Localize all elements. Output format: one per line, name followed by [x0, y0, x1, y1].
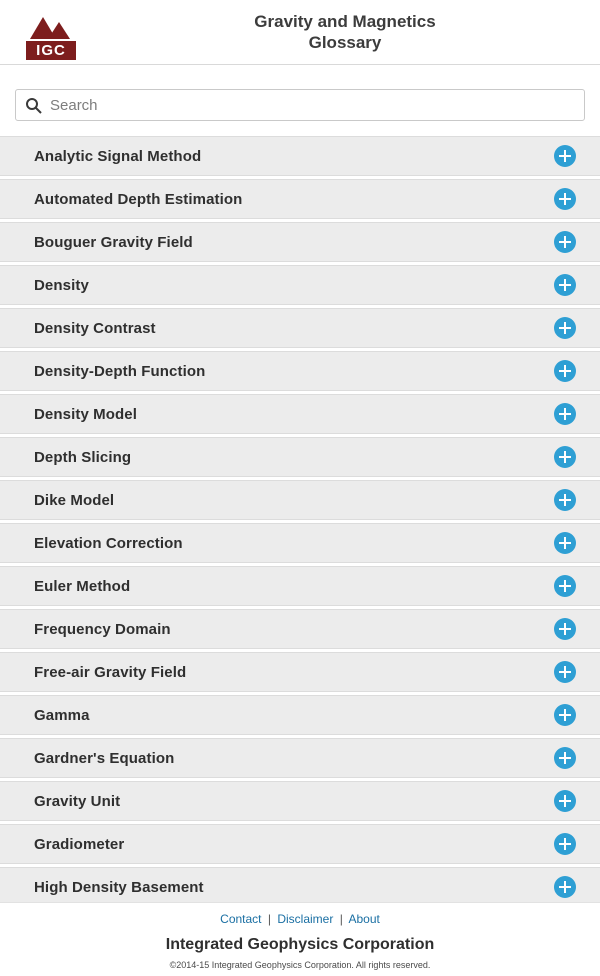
glossary-term-label: Density-Depth Function [34, 362, 206, 380]
glossary-term-label: Gravity Unit [34, 792, 121, 810]
glossary-term-label: Density Contrast [34, 319, 156, 337]
list-item[interactable] [0, 566, 600, 606]
glossary-term-label: Bouguer Gravity Field [34, 233, 193, 251]
site-header [0, 0, 600, 65]
glossary-term-label: High Density Basement [34, 878, 204, 896]
igc-logo[interactable] [26, 5, 76, 60]
footer-links [0, 912, 600, 926]
list-item[interactable] [0, 867, 600, 907]
plus-circle-icon[interactable] [554, 833, 576, 855]
search-box[interactable] [15, 89, 585, 121]
plus-circle-icon[interactable] [554, 317, 576, 339]
list-item[interactable] [0, 308, 600, 348]
plus-circle-icon[interactable] [554, 618, 576, 640]
glossary-list[interactable] [0, 136, 600, 902]
plus-circle-icon[interactable] [554, 403, 576, 425]
glossary-term-label: Density Model [34, 405, 137, 423]
plus-circle-icon[interactable] [554, 274, 576, 296]
list-item[interactable] [0, 437, 600, 477]
plus-circle-icon[interactable] [554, 231, 576, 253]
list-item[interactable] [0, 609, 600, 649]
page-title [100, 11, 590, 53]
footer-separator: | [339, 912, 343, 926]
glossary-term-label: Density [34, 276, 89, 294]
site-footer [0, 902, 600, 976]
footer-link-contact[interactable]: Contact [220, 912, 262, 926]
glossary-term-label: Automated Depth Estimation [34, 190, 243, 208]
glossary-term-label: Analytic Signal Method [34, 147, 202, 165]
search-icon [25, 97, 42, 114]
list-item[interactable] [0, 523, 600, 563]
plus-circle-icon[interactable] [554, 489, 576, 511]
list-item[interactable] [0, 652, 600, 692]
footer-link-disclaimer[interactable]: Disclaimer [277, 912, 334, 926]
list-item[interactable] [0, 695, 600, 735]
list-item[interactable] [0, 394, 600, 434]
plus-circle-icon[interactable] [554, 532, 576, 554]
list-item[interactable] [0, 222, 600, 262]
glossary-term-label: Elevation Correction [34, 534, 183, 552]
plus-circle-icon[interactable] [554, 360, 576, 382]
glossary-term-label: Depth Slicing [34, 448, 132, 466]
plus-circle-icon[interactable] [554, 790, 576, 812]
plus-circle-icon[interactable] [554, 188, 576, 210]
search-input[interactable] [48, 90, 578, 120]
plus-circle-icon[interactable] [554, 446, 576, 468]
page-title-line2: Glossary [308, 33, 382, 52]
list-item[interactable] [0, 265, 600, 305]
glossary-term-label: Frequency Domain [34, 620, 171, 638]
list-item[interactable] [0, 179, 600, 219]
footer-company-name: Integrated Geophysics Corporation [165, 936, 435, 953]
list-item[interactable] [0, 781, 600, 821]
page-title-line1: Gravity and Magnetics [254, 12, 436, 31]
footer-link-about[interactable]: About [348, 912, 380, 926]
glossary-term-label: Gradiometer [34, 835, 125, 853]
plus-circle-icon[interactable] [554, 661, 576, 683]
plus-circle-icon[interactable] [554, 876, 576, 898]
plus-circle-icon[interactable] [554, 747, 576, 769]
glossary-term-label: Gamma [34, 706, 90, 724]
list-item[interactable] [0, 351, 600, 391]
list-item[interactable] [0, 480, 600, 520]
logo-text: IGC [36, 42, 66, 59]
plus-circle-icon[interactable] [554, 575, 576, 597]
glossary-term-label: Gardner's Equation [34, 749, 175, 767]
footer-copyright: ©2014-15 Integrated Geophysics Corporation. All rights reserved. [169, 960, 431, 970]
glossary-term-label: Dike Model [34, 491, 115, 509]
glossary-term-label: Euler Method [34, 577, 131, 595]
list-item[interactable] [0, 738, 600, 778]
list-item[interactable] [0, 136, 600, 176]
search-area [15, 89, 585, 121]
list-item[interactable] [0, 824, 600, 864]
glossary-term-label: Free-air Gravity Field [34, 663, 187, 681]
mountain-logo-icon [26, 5, 76, 41]
footer-separator: | [267, 912, 271, 926]
plus-circle-icon[interactable] [554, 704, 576, 726]
plus-circle-icon[interactable] [554, 145, 576, 167]
